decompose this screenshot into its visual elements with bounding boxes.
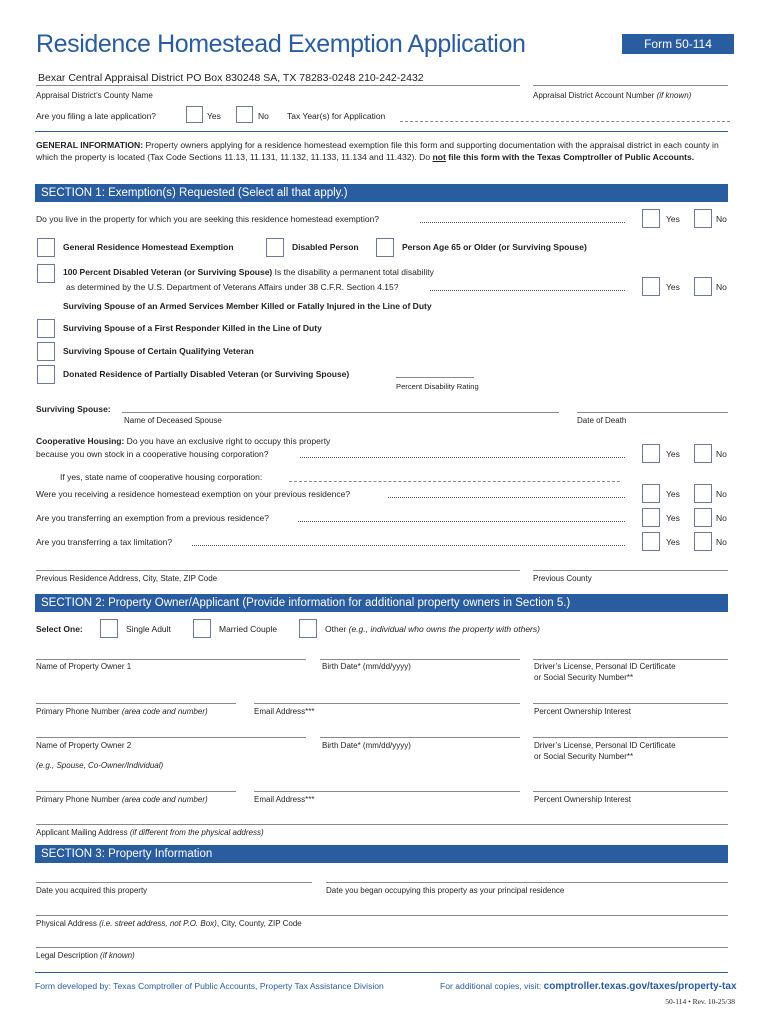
coop-yes-checkbox[interactable]: [642, 444, 660, 463]
header-divider: [35, 131, 728, 132]
prev-exemption-yes-checkbox[interactable]: [642, 484, 660, 503]
section2-heading: SECTION 2: Property Owner/Applicant (Provide information for additional property owners in Section 5.): [35, 594, 728, 612]
comptroller-link[interactable]: comptroller.texas.gov/taxes/property-tax: [543, 981, 737, 992]
armed-services-label: Surviving Spouse of an Armed Services Member Killed or Fatally Injured in the Line of Duty: [63, 301, 432, 311]
donated-residence-label: Donated Residence of Partially Disabled Veteran (or Surviving Spouse): [63, 369, 350, 379]
disabled-veteran-label: 100 Percent Disabled Veteran (or Surviving Spouse) Is the disability a permanent total disability: [63, 267, 434, 277]
previous-exemption-question: Were you receiving a residence homestead exemption on your previous residence?: [36, 489, 351, 499]
owner2-name-caption: Name of Property Owner 2: [36, 741, 132, 750]
tax-year-label: Tax Year(s) for Application: [287, 111, 386, 121]
date-acquired-line[interactable]: [36, 882, 312, 883]
physical-address-line[interactable]: [36, 915, 728, 916]
live-in-property-question: Do you live in the property for which you are seeking this residence homestead exemption?: [36, 214, 380, 224]
general-residence-checkbox[interactable]: [37, 238, 55, 257]
form-title: Residence Homestead Exemption Application: [36, 30, 526, 58]
legal-description-caption: Legal Description (if known): [36, 951, 135, 960]
disability-rating-line[interactable]: [396, 377, 474, 378]
live-no-checkbox[interactable]: [694, 209, 712, 228]
coop-no-checkbox[interactable]: [694, 444, 712, 463]
single-adult-label: Single Adult: [126, 624, 171, 634]
qualifying-veteran-label: Surviving Spouse of Certain Qualifying Veteran: [63, 346, 254, 356]
owner2-ownership-line[interactable]: [533, 791, 728, 792]
date-occupying-caption: Date you began occupying this property as your principal residence: [326, 886, 565, 895]
owner1-name-line[interactable]: [36, 659, 306, 660]
veteran-yes-label: Yes: [666, 282, 680, 292]
prev-exemption-no-checkbox[interactable]: [694, 484, 712, 503]
transfer-limit-yes-label: Yes: [666, 537, 680, 547]
owner2-email-caption: Email Address***: [254, 795, 315, 804]
surviving-spouse-label: Surviving Spouse:: [36, 404, 111, 414]
transfer-limitation-question: Are you transferring a tax limitation?: [36, 537, 173, 547]
footer-copies: For additional copies, visit: comptroller.texas.gov/taxes/property-tax: [440, 981, 737, 992]
late-yes-checkbox[interactable]: [186, 106, 203, 123]
owner1-email-line[interactable]: [254, 703, 520, 704]
disabled-veteran-checkbox[interactable]: [37, 264, 55, 283]
owner1-birthdate-line[interactable]: [320, 659, 520, 660]
tax-year-line[interactable]: [400, 121, 730, 122]
mailing-address-caption: Applicant Mailing Address (if different from the physical address): [36, 828, 264, 837]
live-yes-label: Yes: [666, 214, 680, 224]
owner1-birthdate-caption: Birth Date* (mm/dd/yyyy): [322, 662, 411, 671]
previous-address-line[interactable]: [36, 570, 520, 571]
prev-exemption-yes-label: Yes: [666, 489, 680, 499]
previous-address-caption: Previous Residence Address, City, State, ZIP Code: [36, 574, 218, 583]
owner2-license-caption-2: or Social Security Number**: [534, 752, 634, 761]
district-info: Bexar Central Appraisal District PO Box 830248 SA, TX 78283-0248 210-242-2432: [38, 72, 424, 84]
account-number-line[interactable]: [533, 85, 728, 86]
owner2-birthdate-caption: Birth Date* (mm/dd/yyyy): [322, 741, 411, 750]
late-application-question: Are you filing a late application?: [36, 111, 157, 121]
disabled-person-checkbox[interactable]: [266, 238, 284, 257]
date-of-death-line[interactable]: [577, 412, 728, 413]
owner2-note: (e.g., Spouse, Co-Owner/Individual): [36, 761, 164, 770]
owner1-license-line[interactable]: [533, 659, 728, 660]
single-adult-checkbox[interactable]: [100, 619, 118, 638]
owner1-email-caption: Email Address***: [254, 707, 315, 716]
deceased-spouse-caption: Name of Deceased Spouse: [124, 416, 222, 425]
owner1-phone-line[interactable]: [36, 703, 236, 704]
date-acquired-caption: Date you acquired this property: [36, 886, 148, 895]
section1-heading: SECTION 1: Exemption(s) Requested (Select all that apply.): [35, 184, 728, 202]
first-responder-checkbox[interactable]: [37, 319, 55, 338]
legal-description-line[interactable]: [36, 947, 728, 948]
disabled-person-label: Disabled Person: [292, 242, 359, 252]
owner1-ownership-line[interactable]: [533, 703, 728, 704]
qualifying-veteran-checkbox[interactable]: [37, 342, 55, 361]
owner2-ownership-caption: Percent Ownership Interest: [534, 795, 631, 804]
donated-residence-checkbox[interactable]: [37, 365, 55, 384]
married-couple-label: Married Couple: [219, 624, 278, 634]
select-one-label: Select One:: [36, 624, 83, 634]
page-number: 50-114 • Rev. 10-25/38: [665, 997, 735, 1006]
veteran-no-label: No: [716, 282, 727, 292]
veteran-yes-checkbox[interactable]: [642, 277, 660, 296]
transfer-exemption-yes-label: Yes: [666, 513, 680, 523]
disabled-veteran-question: as determined by the U.S. Department of Veterans Affairs under 38 C.F.R. Section 4.15?: [66, 282, 399, 292]
owner2-license-caption: Driver’s License, Personal ID Certificate: [534, 741, 676, 750]
general-residence-label: General Residence Homestead Exemption: [63, 242, 234, 252]
late-no-checkbox[interactable]: [236, 106, 253, 123]
transfer-limit-no-checkbox[interactable]: [694, 532, 712, 551]
owner2-name-line[interactable]: [36, 737, 306, 738]
owner2-phone-caption: Primary Phone Number (area code and number): [36, 795, 208, 804]
owner2-email-line[interactable]: [254, 791, 520, 792]
transfer-exemption-no-label: No: [716, 513, 727, 523]
owner2-birthdate-line[interactable]: [320, 737, 520, 738]
general-information: GENERAL INFORMATION: Property owners applying for a residence homestead exemption file this form and supporting documentation with the appraisal district in each county in which the property is located (Tax Code Sections 11.13, 11.131, 11.132, 11.133, 11.134 and 11.432). Do not file this form with the Texas Comptroller of Public Accounts.: [36, 140, 719, 162]
coop-corporation-line[interactable]: [289, 481, 620, 482]
footer-divider: [35, 972, 728, 973]
transfer-exemption-question: Are you transferring an exemption from a previous residence?: [36, 513, 269, 523]
prev-exemption-no-label: No: [716, 489, 727, 499]
coop-yes-label: Yes: [666, 449, 680, 459]
late-yes-label: Yes: [207, 111, 221, 121]
form-number-badge: Form 50-114: [622, 34, 734, 54]
date-occupying-line[interactable]: [326, 882, 728, 883]
live-yes-checkbox[interactable]: [642, 209, 660, 228]
other-owner-checkbox[interactable]: [299, 619, 317, 638]
owner2-license-line[interactable]: [533, 737, 728, 738]
transfer-exemption-yes-checkbox[interactable]: [642, 508, 660, 527]
date-of-death-caption: Date of Death: [577, 416, 627, 425]
owner1-ownership-caption: Percent Ownership Interest: [534, 707, 631, 716]
married-couple-checkbox[interactable]: [193, 619, 211, 638]
disability-rating-label: Percent Disability Rating: [396, 382, 479, 391]
age65-checkbox[interactable]: [376, 238, 394, 257]
owner1-license-caption: Driver’s License, Personal ID Certificate: [534, 662, 676, 671]
coop-housing-question: Cooperative Housing: Do you have an exclusive right to occupy this property: [36, 436, 331, 446]
county-name-line[interactable]: [36, 85, 520, 86]
first-responder-label: Surviving Spouse of a First Responder Killed in the Line of Duty: [63, 323, 322, 333]
veteran-no-checkbox[interactable]: [694, 277, 712, 296]
physical-address-caption: Physical Address (i.e. street address, not P.O. Box), City, County, ZIP Code: [36, 919, 302, 928]
previous-county-line[interactable]: [533, 570, 728, 571]
coop-no-label: No: [716, 449, 727, 459]
age65-label: Person Age 65 or Older (or Surviving Spouse): [402, 242, 587, 252]
mailing-address-line[interactable]: [36, 824, 728, 825]
live-no-label: No: [716, 214, 727, 224]
other-owner-label: Other (e.g., individual who owns the property with others): [325, 624, 540, 634]
late-no-label: No: [258, 111, 269, 121]
owner1-phone-caption: Primary Phone Number (area code and number): [36, 707, 208, 716]
deceased-spouse-line[interactable]: [122, 412, 559, 413]
section3-heading: SECTION 3: Property Information: [35, 845, 728, 863]
county-name-label: Appraisal District’s County Name: [36, 91, 153, 100]
footer-developed-by: Form developed by: Texas Comptroller of Public Accounts, Property Tax Assistance Division: [35, 981, 384, 991]
owner1-name-caption: Name of Property Owner 1: [36, 662, 132, 671]
coop-corporation-label: If yes, state name of cooperative housing corporation:: [60, 472, 263, 482]
transfer-limit-no-label: No: [716, 537, 727, 547]
coop-housing-question-2: because you own stock in a cooperative housing corporation?: [36, 449, 269, 459]
owner1-license-caption-2: or Social Security Number**: [534, 673, 634, 682]
previous-county-caption: Previous County: [533, 574, 592, 583]
account-number-label: Appraisal District Account Number (if known): [533, 91, 692, 100]
owner2-phone-line[interactable]: [36, 791, 236, 792]
transfer-exemption-no-checkbox[interactable]: [694, 508, 712, 527]
transfer-limit-yes-checkbox[interactable]: [642, 532, 660, 551]
